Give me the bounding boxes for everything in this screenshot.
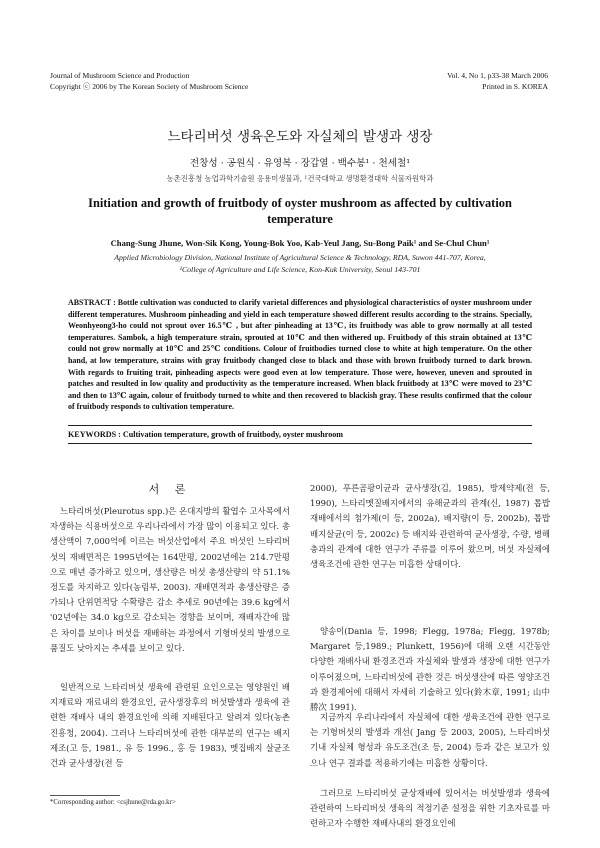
- footnote-rule: [50, 795, 120, 796]
- english-authors: Chang-Sung Jhune, Won-Sik Kong, Young-Bok Yoo, Kab-Yeul Jang, Su-Bong Paik¹ and Se-Chul Chun¹: [110, 238, 490, 248]
- abstract-label: ABSTRACT :: [68, 298, 116, 307]
- issue-header: [447, 71, 548, 92]
- keywords-bottom-rule: [68, 443, 532, 444]
- keywords: [68, 430, 532, 439]
- affiliation-line-2: ¹College of Agriculture and Life Science, Kon-Kuk University, Seoul 143-701: [179, 264, 421, 274]
- english-affiliation: [60, 252, 540, 275]
- printed-line: Printed in S. KOREA: [482, 81, 548, 91]
- english-title: Initiation and growth of fruitbody of oyster mushroom as affected by cultivation temperature: [88, 196, 512, 226]
- abstract: [68, 297, 532, 413]
- keywords-top-rule: [68, 425, 532, 426]
- paragraph: 2000), 푸른곰팡이균과 균사생장(김, 1985), 방제약제(전 등, 1990), 느타리멧질배지에서의 유해균과의 관계(신, 1987) 톱밥재배에서의 첨가제(이 등, 2002a), 배지량(이 등, 2002b), 톱밥 배지살균(이 등, 2002c) 등 배지와 관련하여 균사생장, 수량, 병해충과의 관계에 대한 연구가 주류를 이루어 왔으며, 버섯 자실체에 생육조건에 관한 연구는 미흡한 상태이다.: [310, 483, 550, 570]
- abstract-text: Bottle cultivation was conducted to clarify varietal differences and physiological characteristics of oyster mushroom under different temperatures. Mushroom pinheading and yield in each temperature showed different results according to the strains. Specially, Weonhyeong3-ho could not sprout over 16.5℃ , but after pinheading at 13℃, its fruitbody was able to grow normally at all tested temperatures. Sambok, a high temperature strain, sprouted at 10℃ and then withered up. Fruitbody of this strain obtained at 13℃ could not grow normally at 10℃ and 25℃ conditions. Colour of fruitbodies turned close to white at high temperature. On the other hand, at low temperature, strains with gray fruitbody changed close to black and those with brown fruitbody turned to dark brown. With regards to fruiting trait, pinheading aspects were good even at low temperature. Those were, however, uneven and sprouted in patches and resulted in low quality and productivity as the temperature increased. When black fruitbody at 13℃ were moved to 23℃ and then to 13℃ again, colour of fruitbody turned to white and then recovered to blackish gray. These results confirmed that the colour of fruitbody responds to cultivation temperature.: [68, 298, 532, 412]
- volume-line: Vol. 4, No 1, p33-38 March 2006: [447, 71, 548, 80]
- korean-title: 느타리버섯 생육온도와 자실체의 발생과 생장: [167, 129, 433, 145]
- affiliation-line-1: Applied Microbiology Division, National Institute of Agricultural Science & Technology, RDA, Suwon 441-707, Korea,: [114, 253, 486, 262]
- body-right-paragraph-4: [310, 786, 550, 832]
- paragraph: 양송이(Dania 등, 1998; Flegg, 1978a; Flegg, 1978b; Margaret 등,1989.; Plunkett, 1956)에 대해 오랜 시간동안 다양한 재배사내 환경조건과 자실체와 발생과 생장에 대한 연구가 이루어졌으며, 느타리버섯에 관한 것은 버섯생산에 따른 영양조건과 환경제어에 대해서 자세히 기술하고 있다(鈴木章, 1991; 山中勝次 1991).: [310, 626, 550, 713]
- body-right-paragraph-3: [310, 710, 550, 771]
- keywords-label: KEYWORDS :: [68, 430, 121, 439]
- section-heading-introduction: 서 론: [148, 483, 192, 496]
- paragraph: 그러므로 느타리버섯 균상재배에 있어서는 버섯발생과 생육에 관련하여 느타리버섯 생육의 적정기준 설정을 위한 기초자료를 마련하고자 수행한 재배사내의 환경요인에: [310, 788, 550, 829]
- paragraph: 지금까지 우리나라에서 자실체에 대한 생육조건에 관한 연구로는 기형버섯의 발생과 개선( Jang 등 2003, 2005), 느타리버섯 기내 자실체 형성과 유도조건(조 등, 2004) 등과 같은 보고가 있으나 연구 결과를 적용하기에는 미흡한 상황이다.: [310, 712, 550, 768]
- body-left-paragraph-1: [50, 504, 290, 656]
- korean-affiliation: 농촌진흥청 농업과학기술원 응용미생물과, ¹건국대학교 생명환경대학 식물자원학과: [166, 174, 434, 183]
- journal-header: [50, 71, 248, 92]
- keywords-text: Cultivation temperature, growth of fruitbody, oyster mushroom: [122, 430, 344, 439]
- paragraph: 일반적으로 느타리버섯 생육에 관련된 요인으로는 영양원인 배지재료와 재료내의 환경요인, 균사생장후의 버섯발생과 생육에 관련한 재배사 내의 환경요인에 의해 지배된다고 알려져 있다(농촌진흥청, 2004). 그러나 느타리버섯에 관한 대부분의 연구는 배지제조(고 등, 1981., 유 등 1996., 홍 등 1983), 멧집배지 살균조건과 균사생장(전 등: [50, 682, 290, 769]
- copyright-line: Copyright ⓒ 2006 by The Korean Society of Mushroom Science: [50, 81, 249, 91]
- journal-name: Journal of Mushroom Science and Production: [50, 71, 190, 80]
- corresponding-author-footnote: *Corresponding author: <csjhune@rda.go.kr>: [50, 799, 176, 806]
- body-left-paragraph-2: [50, 680, 290, 771]
- paragraph: 느타리버섯(Pleurotus spp.)은 온대지방의 활엽수 고사목에서 자생하는 식용버섯으로 우리나라에서 가장 많이 이용되고 있다. 총생산액이 7,000억에 이르는 버섯산업에서 주요 버섯인 느타리버섯의 재배면적은 1995년에는 164만평, 2002년에는 214.7만평으로 매년 증가하고 있으며, 생산량은 버섯 총생산량의 약 51.1%정도를 차지하고 있다(농림부, 2003). 재배면적과 총생산량은 증가되나 단위면적당 수확량은 감소 추세로 90년에는 39.6 kg에서 '02년에는 34.0 kg으로 감소되는 경향을 보이며, 재배자간에 많은 차이를 보이나 버섯을 재배하는 과정에서 기형버섯의 발생으로 품질도 낮아지는 추세를 보이고 있다.: [50, 506, 290, 653]
- body-right-paragraph-2: [310, 624, 550, 715]
- korean-authors: 전창성 · 공원식 · 유영복 · 장갑열 · 백수봉¹ · 천세철¹: [189, 158, 411, 169]
- body-right-paragraph-1: [310, 481, 550, 572]
